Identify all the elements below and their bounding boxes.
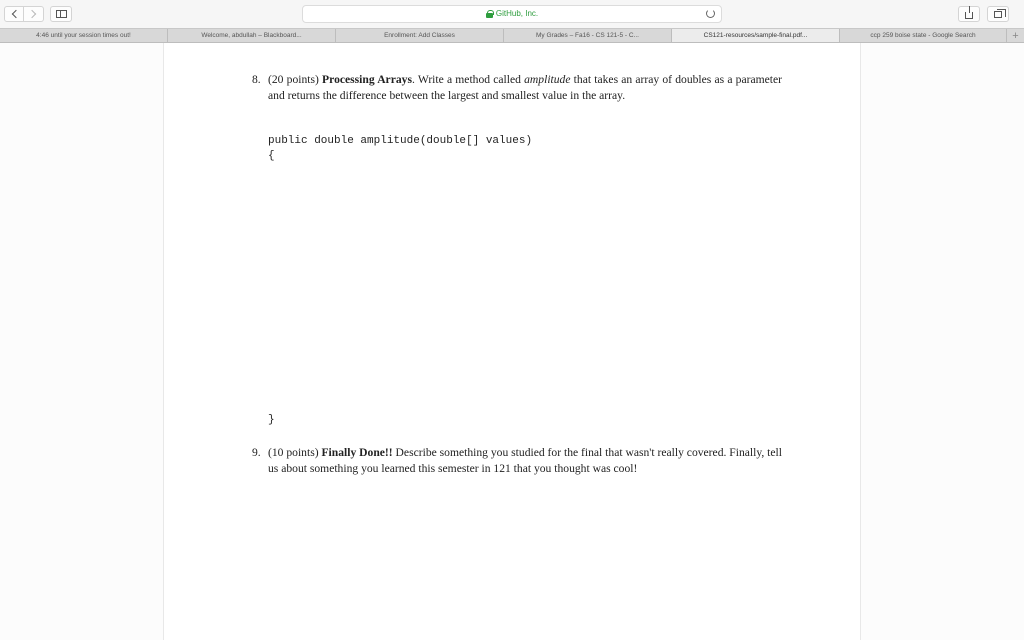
- question-text-start: . Write a method called: [411, 73, 525, 86]
- tab-google-search[interactable]: [840, 29, 1007, 42]
- back-button[interactable]: [4, 6, 24, 22]
- pdf-page: [163, 43, 861, 640]
- tab-enrollment[interactable]: [336, 29, 504, 42]
- forward-button[interactable]: [24, 6, 44, 22]
- tab-label: Welcome, abdullah – Blackboard...: [201, 32, 302, 39]
- tab-label: ccp 259 boise state - Google Search: [870, 32, 976, 39]
- question-text-end: that takes an array of doubles as a parameter and returns the difference between the largest and smallest value in the array.: [268, 73, 783, 102]
- tab-bar: [0, 28, 1024, 43]
- tab-sample-final-pdf[interactable]: [672, 29, 840, 42]
- pdf-viewer: [0, 43, 1024, 640]
- chevron-left-icon: [11, 10, 19, 18]
- show-tabs-button[interactable]: [987, 6, 1009, 22]
- plus-icon: +: [1012, 29, 1019, 42]
- code-signature: public double amplitude(double[] values): [268, 135, 533, 147]
- question-points: (20 points): [268, 73, 319, 86]
- method-name: amplitude: [524, 73, 571, 86]
- nav-buttons: [4, 6, 44, 22]
- question-number: 9.: [252, 446, 261, 459]
- question-title: Finally Done!!: [321, 446, 393, 459]
- question-number: 8.: [252, 73, 261, 86]
- sidebar-toggle-button[interactable]: [50, 6, 72, 22]
- tab-label: CS121-resources/sample-final.pdf...: [703, 32, 808, 39]
- tab-my-grades[interactable]: [504, 29, 672, 42]
- tab-label: My Grades – Fa16 - CS 121-5 - C...: [536, 32, 639, 39]
- sidebar-icon: [56, 10, 67, 18]
- question-text-body: Describe something you studied for the final that wasn't really covered. Finally, tell us about something you learned this semester in 121 that you thought was cool!: [268, 446, 782, 475]
- new-tab-button[interactable]: [1007, 29, 1024, 42]
- tab-blackboard[interactable]: [168, 29, 336, 42]
- code-close-brace: }: [268, 414, 275, 426]
- question-8: [252, 72, 782, 103]
- address-bar[interactable]: [302, 5, 722, 23]
- tab-label: Enrollment: Add Classes: [384, 32, 455, 39]
- share-button[interactable]: [958, 6, 980, 22]
- browser-toolbar: [0, 0, 1024, 28]
- lock-icon: [486, 10, 493, 18]
- chevron-right-icon: [28, 10, 36, 18]
- question-points: (10 points): [268, 446, 319, 459]
- code-open-brace: {: [268, 150, 275, 162]
- question-text: [268, 445, 782, 476]
- tab-label: 4:46 until your session times out!: [36, 32, 131, 39]
- question-title: Processing Arrays: [322, 73, 412, 86]
- tab-session-timeout[interactable]: [0, 29, 168, 42]
- address-site-name: GitHub, Inc.: [495, 9, 539, 18]
- reload-icon[interactable]: [706, 9, 715, 18]
- address-content: [303, 6, 721, 22]
- question-9: [252, 445, 782, 476]
- question-text: [268, 72, 782, 103]
- tabs-overview-icon: [994, 11, 1002, 18]
- share-icon: [965, 12, 973, 19]
